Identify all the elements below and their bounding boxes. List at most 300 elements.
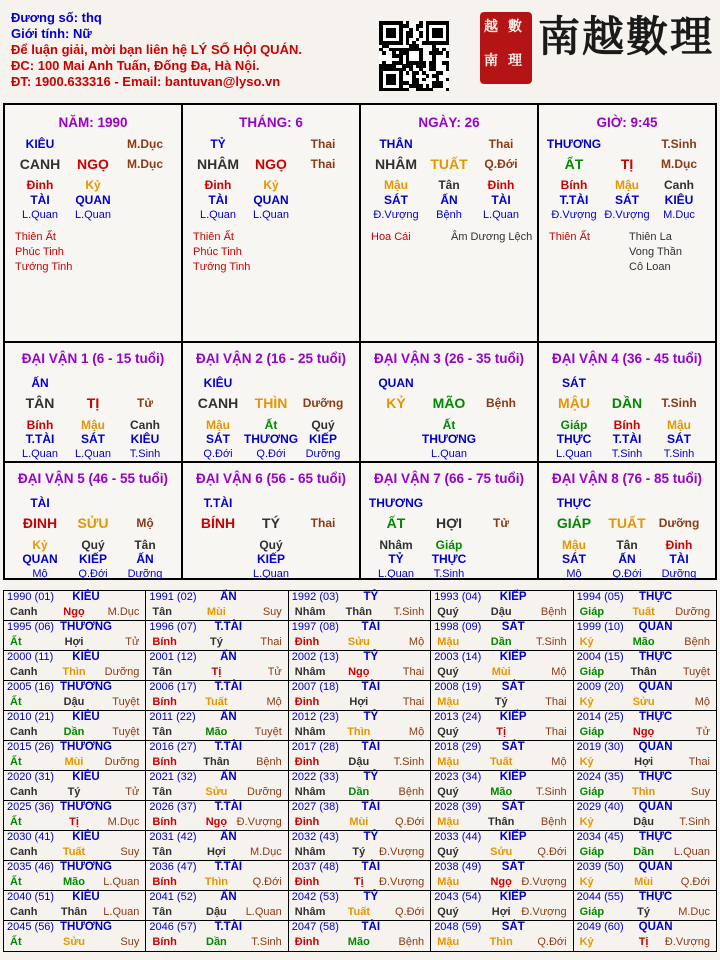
year-cell (146, 651, 288, 681)
hidden-stage: Q.Đới (612, 568, 642, 580)
year-stem: Ất (10, 936, 22, 948)
hidden-stem: Tân (616, 538, 638, 552)
year-ten-god: KIẾP (499, 831, 527, 843)
year-label: 2032 (43) (291, 831, 339, 843)
hidden-ten-god: SÁT (384, 193, 408, 207)
year-ten-god: TỶ (363, 591, 379, 603)
hidden-ten-god: THỰC (431, 552, 467, 566)
heavenly-stem: ĐINH (22, 515, 58, 531)
year-cell (574, 711, 716, 741)
year-label: 2041 (52) (149, 891, 197, 903)
year-branch: Ngọ (348, 666, 370, 678)
year-stem: Ất (10, 636, 22, 648)
year-ten-god: KIÊU (72, 651, 100, 663)
hidden-ten-god: THƯƠNG (243, 432, 299, 446)
year-stem: Nhâm (294, 726, 326, 738)
year-stage: Q.Đới (252, 876, 282, 888)
gender: Giới tính: Nữ (11, 26, 92, 41)
growth-stage: M.Dục (661, 157, 697, 171)
year-label: 2016 (27) (149, 741, 197, 753)
earthly-branch: DẦN (611, 395, 643, 411)
luck-period-title: ĐẠI VẬN 7 (66 - 75 tuổi) (373, 471, 525, 486)
heavenly-stem: CANH (197, 395, 239, 411)
year-ten-god: QUAN (638, 861, 673, 873)
earthly-branch: TUẤT (608, 515, 646, 531)
year-label: 2007 (18) (291, 681, 339, 693)
pillar-title: NĂM: 1990 (58, 115, 128, 130)
growth-stage: Q.Đới (484, 157, 518, 171)
year-cell (289, 591, 431, 621)
year-label: 2000 (11) (7, 651, 54, 663)
year-ten-god: TÀI (361, 681, 381, 693)
hidden-stem: Kỷ (263, 178, 279, 192)
year-label: 2046 (57) (149, 921, 197, 933)
year-cell (146, 921, 288, 951)
year-label: 1992 (03) (291, 591, 339, 603)
year-label: 1994 (05) (576, 591, 624, 603)
year-cell (289, 831, 431, 861)
earthly-branch: SỬU (77, 515, 109, 531)
year-cell (146, 861, 288, 891)
year-cell (146, 891, 288, 921)
hidden-stage: T.Sinh (433, 568, 465, 580)
auspicious-star: Tướng Tinh (193, 261, 251, 273)
year-stage: Dưỡng (675, 606, 710, 618)
hidden-stage: L.Quan (199, 209, 237, 221)
year-cell (431, 591, 573, 621)
year-branch: Mùi (491, 666, 511, 678)
hidden-ten-god: ẤN (440, 193, 458, 207)
year-stem: Đinh (294, 636, 320, 648)
luck-period-cell (361, 463, 537, 581)
year-label: 2015 (26) (7, 741, 55, 753)
hidden-ten-god: KIÊU (664, 193, 694, 207)
heavenly-stem: TÂN (25, 395, 55, 411)
hidden-stem: Mậu (206, 418, 230, 432)
luck-period-cell (539, 343, 715, 461)
hidden-stem: Quý (81, 538, 105, 552)
year-label: 2028 (39) (434, 801, 482, 813)
hidden-stem: Giáp (560, 418, 588, 432)
year-label: 2018 (29) (434, 741, 482, 753)
year-ten-god: THỰC (639, 891, 673, 903)
year-branch: Dần (633, 846, 654, 858)
ten-god: T.TÀI (203, 496, 233, 510)
year-stem: Mậu (437, 636, 460, 648)
ten-god: ẤN (31, 376, 49, 390)
hidden-stage: L.Quan (555, 448, 593, 460)
luck-period-cell (5, 463, 181, 581)
hidden-stem: Canh (130, 418, 160, 432)
auspicious-star: Phúc Tinh (193, 246, 242, 258)
year-stem: Kỷ (579, 816, 594, 828)
year-branch: Mão (205, 726, 228, 738)
year-label: 2026 (37) (149, 801, 197, 813)
year-stage: Đ.Vượng (379, 846, 425, 858)
hidden-ten-god: QUAN (22, 552, 58, 566)
year-label: 2033 (44) (434, 831, 482, 843)
year-ten-god: TỶ (363, 771, 379, 783)
hidden-stem: Bính (613, 418, 641, 432)
year-ten-god: SÁT (501, 861, 525, 873)
year-cell (431, 801, 573, 831)
year-stem: Nhâm (294, 606, 326, 618)
growth-stage: T.Sinh (661, 137, 697, 151)
growth-stage: M.Dục (127, 137, 163, 151)
year-branch: Thìn (489, 936, 513, 948)
year-stage: Bệnh (684, 636, 710, 648)
growth-stage: M.Dục (127, 157, 163, 171)
year-branch: Tý (209, 636, 223, 648)
hidden-stem: Kỷ (85, 178, 101, 192)
luck-period-title: ĐẠI VẬN 3 (26 - 35 tuổi) (373, 351, 525, 366)
inauspicious-star: Cô Loan (629, 261, 671, 273)
luck-period-cell (539, 463, 715, 581)
year-branch: Mão (490, 786, 513, 798)
heavenly-stem: ẤT (564, 156, 584, 172)
year-branch: Tý (352, 846, 366, 858)
year-stage: Q.Đới (537, 936, 567, 948)
hidden-stage: Đ.Vượng (373, 209, 419, 221)
year-cell (289, 921, 431, 951)
year-cell (4, 801, 146, 831)
year-ten-god: ẤN (220, 711, 237, 723)
year-stem: Giáp (579, 726, 605, 738)
year-branch: Tuất (205, 696, 228, 708)
year-stage: Suy (120, 846, 140, 858)
earthly-branch: TUẤT (430, 156, 468, 172)
luck-period-title: ĐẠI VẬN 5 (46 - 55 tuổi) (17, 471, 169, 486)
year-cell (574, 921, 716, 951)
year-stem: Quý (437, 786, 459, 798)
year-stem: Canh (10, 666, 38, 678)
year-label: 2021 (32) (149, 771, 197, 783)
year-branch: Tị (638, 936, 649, 948)
year-cell (431, 711, 573, 741)
year-cell (289, 741, 431, 771)
year-stage: T.Sinh (393, 606, 425, 618)
year-label: 2039 (50) (576, 861, 624, 873)
hidden-stem: Mậu (81, 418, 105, 432)
year-ten-god: THƯƠNG (60, 741, 112, 753)
year-cell (4, 681, 146, 711)
year-stage: Thai (688, 756, 710, 768)
year-label: 1993 (04) (434, 591, 482, 603)
year-label: 2024 (35) (576, 771, 624, 783)
year-stem: Nhâm (294, 786, 326, 798)
year-label: 2008 (19) (434, 681, 482, 693)
year-ten-god: KIẾP (499, 591, 527, 603)
hidden-stage: Q.Đới (78, 568, 108, 580)
earthly-branch: TÝ (262, 515, 280, 531)
year-stage: Dưỡng (247, 786, 282, 798)
address-line: ĐC: 100 Mai Anh Tuấn, Đống Đa, Hà Nội. (11, 58, 260, 73)
hidden-ten-god: KIẾP (308, 432, 338, 446)
year-stage: M.Dục (107, 606, 140, 618)
year-stem: Mậu (437, 936, 460, 948)
year-cell (4, 591, 146, 621)
year-label: 2045 (56) (7, 921, 55, 933)
year-stem: Giáp (579, 606, 605, 618)
hidden-stage: L.Quan (74, 448, 112, 460)
year-branch: Tị (496, 726, 507, 738)
hidden-stage: Dưỡng (305, 448, 341, 460)
year-label: 2036 (47) (149, 861, 197, 873)
hidden-stage: M.Dục (663, 209, 695, 221)
earthly-branch: HỢI (436, 515, 462, 531)
year-stem: Giáp (579, 786, 605, 798)
year-stem: Kỷ (579, 756, 594, 768)
year-cell (289, 771, 431, 801)
luck-period-cell (183, 463, 359, 581)
year-branch: Ngọ (205, 816, 228, 828)
hidden-ten-god: KIẾP (256, 552, 286, 566)
hidden-ten-god: KIẾP (78, 552, 108, 566)
year-branch: Tuất (489, 756, 513, 768)
year-stem: Kỷ (579, 636, 594, 648)
hidden-stem: Đinh (665, 538, 693, 552)
year-stage: Dưỡng (104, 756, 140, 768)
luck-period-title: ĐẠI VẬN 6 (56 - 65 tuổi) (195, 471, 347, 486)
year-ten-god: SÁT (501, 741, 525, 753)
year-ten-god: TÀI (361, 621, 381, 633)
year-ten-god: THỰC (639, 591, 673, 603)
year-branch: Tý (494, 696, 508, 708)
year-label: 2047 (58) (291, 921, 339, 933)
hidden-stage: Dưỡng (661, 568, 697, 580)
year-branch: Dần (348, 786, 370, 798)
luck-period-title: ĐẠI VẬN 2 (16 - 25 tuổi) (195, 351, 347, 366)
hidden-ten-god: T.TÀI (559, 193, 589, 207)
year-cell (431, 771, 573, 801)
auspicious-star: Hoa Cái (371, 231, 411, 243)
year-branch: Tuất (347, 906, 370, 918)
year-ten-god: KIÊU (72, 891, 100, 903)
year-stem: Đinh (294, 876, 320, 888)
hidden-stage: Mộ (32, 568, 48, 580)
year-branch: Ngọ (632, 726, 655, 738)
pillar-cell (539, 105, 715, 341)
year-cell (289, 681, 431, 711)
year-stem: Mậu (437, 696, 460, 708)
pillar-cell (5, 105, 181, 341)
year-label: 2023 (34) (434, 771, 482, 783)
heavenly-stem: NHÂM (197, 156, 239, 172)
year-stem: Giáp (579, 906, 605, 918)
year-cell (431, 681, 573, 711)
year-ten-god: QUAN (638, 801, 673, 813)
year-cell (4, 831, 146, 861)
year-stage: Đ.Vượng (521, 876, 567, 888)
inauspicious-star: Âm Dương Lệch (451, 231, 533, 243)
year-stage: M.Dục (250, 846, 282, 858)
year-ten-god: TỶ (363, 891, 379, 903)
hidden-ten-god: T.TÀI (25, 432, 55, 446)
year-stem: Ất (10, 696, 22, 708)
year-ten-god: ẤN (220, 891, 237, 903)
year-stem: Đinh (294, 756, 320, 768)
hidden-stage: Bệnh (436, 209, 462, 221)
year-ten-god: KIÊU (72, 591, 100, 603)
year-label: 2004 (15) (576, 651, 624, 663)
hidden-stem: Quý (259, 538, 283, 552)
year-stage: T.Sinh (536, 636, 567, 648)
year-stem: Đinh (294, 936, 320, 948)
year-ten-god: ẤN (220, 591, 237, 603)
year-ten-god: KIẾP (499, 891, 527, 903)
hidden-ten-god: QUAN (75, 193, 111, 207)
hidden-ten-god: THỰC (556, 432, 592, 446)
year-ten-god: TỶ (363, 711, 379, 723)
growth-stage: Thai (310, 137, 336, 151)
year-stem: Giáp (579, 666, 605, 678)
year-ten-god: TÀI (361, 801, 381, 813)
ten-god: KIÊU (203, 376, 233, 390)
hidden-ten-god: TÀI (669, 552, 689, 566)
year-cell (431, 891, 573, 921)
earthly-branch: NGỌ (77, 156, 109, 172)
year-branch: Dậu (63, 696, 85, 708)
year-ten-god: QUAN (638, 621, 673, 633)
year-stage: L.Quan (245, 906, 282, 918)
year-stem: Canh (10, 606, 38, 618)
pillar-title: GIỜ: 9:45 (596, 115, 658, 130)
year-ten-god: THỰC (639, 771, 673, 783)
year-stem: Tân (152, 906, 172, 918)
auspicious-star: Phúc Tinh (15, 246, 64, 258)
hidden-ten-god: ẤN (136, 552, 154, 566)
year-stage: Dưỡng (104, 666, 140, 678)
year-cell (574, 891, 716, 921)
hidden-stage: L.Quan (21, 448, 59, 460)
year-branch: Mão (347, 936, 370, 948)
year-branch: Hợi (206, 846, 226, 858)
growth-stage: T.Sinh (661, 396, 697, 410)
year-branch: Tý (67, 786, 81, 798)
hidden-stage: L.Quan (252, 209, 290, 221)
auspicious-star: Thiên Ất (15, 231, 56, 243)
year-label: 2022 (33) (291, 771, 339, 783)
year-cell (4, 921, 146, 951)
year-branch: Tị (353, 876, 364, 888)
year-label: 2030 (41) (7, 831, 55, 843)
hidden-stem: Kỷ (32, 538, 48, 552)
year-cell (574, 831, 716, 861)
year-stage: Thai (545, 726, 567, 738)
auspicious-star: Thiên Ất (549, 231, 590, 243)
hidden-ten-god: SÁT (81, 432, 105, 446)
growth-stage: Thai (488, 137, 514, 151)
year-stem: Tân (152, 726, 172, 738)
year-stage: Suy (691, 786, 710, 798)
year-stem: Tân (152, 786, 172, 798)
year-label: 2029 (40) (576, 801, 624, 813)
year-stage: Đ.Vượng (664, 936, 710, 948)
year-stage: Suy (262, 606, 282, 618)
year-ten-god: T.TÀI (214, 861, 243, 873)
year-label: 2049 (60) (576, 921, 624, 933)
year-branch: Tị (69, 816, 79, 828)
year-cell (431, 651, 573, 681)
year-stem: Kỷ (579, 876, 594, 888)
year-ten-god: TỶ (363, 651, 379, 663)
hidden-ten-god: QUAN (253, 193, 289, 207)
year-cell (146, 711, 288, 741)
year-ten-god: TÀI (361, 741, 381, 753)
hidden-stem: Đinh (487, 178, 515, 192)
year-cell (431, 741, 573, 771)
year-branch: Dần (63, 726, 85, 738)
year-ten-god: QUAN (638, 741, 673, 753)
pillar-title: NGÀY: 26 (418, 115, 480, 130)
hidden-stage: Mộ (566, 568, 582, 580)
growth-stage: Dưỡng (658, 516, 700, 530)
hidden-stage: T.Sinh (129, 448, 161, 460)
year-ten-god: T.TÀI (214, 801, 243, 813)
auspicious-star: Thiên Ất (193, 231, 234, 243)
year-ten-god: THƯƠNG (60, 921, 112, 933)
year-ten-god: T.TÀI (214, 681, 243, 693)
seal-stamp-icon: 越 數 南 理 (480, 12, 532, 84)
hidden-stem: Mậu (667, 418, 691, 432)
inauspicious-star: Thiên La (629, 231, 672, 243)
year-stage: Thai (402, 696, 425, 708)
year-branch: Thân (630, 666, 657, 678)
hidden-stem: Tân (134, 538, 156, 552)
year-stage: Tuyệt (682, 666, 710, 678)
year-stage: Mộ (551, 756, 567, 768)
pillar-title: THÁNG: 6 (239, 115, 303, 130)
year-ten-god: THỰC (639, 711, 673, 723)
year-stem: Quý (437, 846, 459, 858)
year-cell (574, 681, 716, 711)
year-stem: Giáp (579, 846, 605, 858)
year-ten-god: THỰC (639, 831, 673, 843)
year-stage: Tử (695, 726, 710, 738)
year-ten-god: KIẾP (499, 771, 527, 783)
hidden-ten-god: TỶ (388, 552, 404, 566)
annual-luck-table (3, 590, 717, 952)
hidden-stem: Ất (442, 418, 456, 432)
growth-stage: Tử (136, 396, 154, 410)
year-label: 2002 (13) (291, 651, 339, 663)
year-branch: Thân (488, 816, 515, 828)
hidden-stage: Đ.Vượng (604, 209, 650, 221)
heavenly-stem: MẬU (558, 395, 590, 411)
year-ten-god: TỶ (363, 831, 379, 843)
year-stage: Mộ (408, 636, 425, 648)
year-stage: Đ.Vượng (379, 876, 425, 888)
phone-email-line: ĐT: 1900.633316 - Email: bantuvan@lyso.vn (11, 74, 281, 89)
year-stem: Mậu (437, 756, 460, 768)
year-branch: Sửu (632, 696, 655, 708)
growth-stage: Thai (310, 516, 336, 530)
year-stage: Tuyệt (112, 726, 140, 738)
year-branch: Mùi (634, 876, 654, 888)
growth-stage: Mộ (136, 516, 154, 530)
year-branch: Thân (203, 756, 230, 768)
year-branch: Sửu (205, 786, 228, 798)
year-branch: Tuất (62, 846, 86, 858)
year-cell (146, 741, 288, 771)
year-stage: T.Sinh (393, 756, 425, 768)
year-cell (574, 591, 716, 621)
year-label: 2014 (25) (576, 711, 624, 723)
contact-line: Để luận giải, mời bạn liên hệ LÝ SỐ HỘI QUÁN. (11, 42, 302, 57)
header (0, 0, 720, 100)
year-stem: Mậu (437, 876, 460, 888)
earthly-branch: MÃO (432, 395, 466, 411)
